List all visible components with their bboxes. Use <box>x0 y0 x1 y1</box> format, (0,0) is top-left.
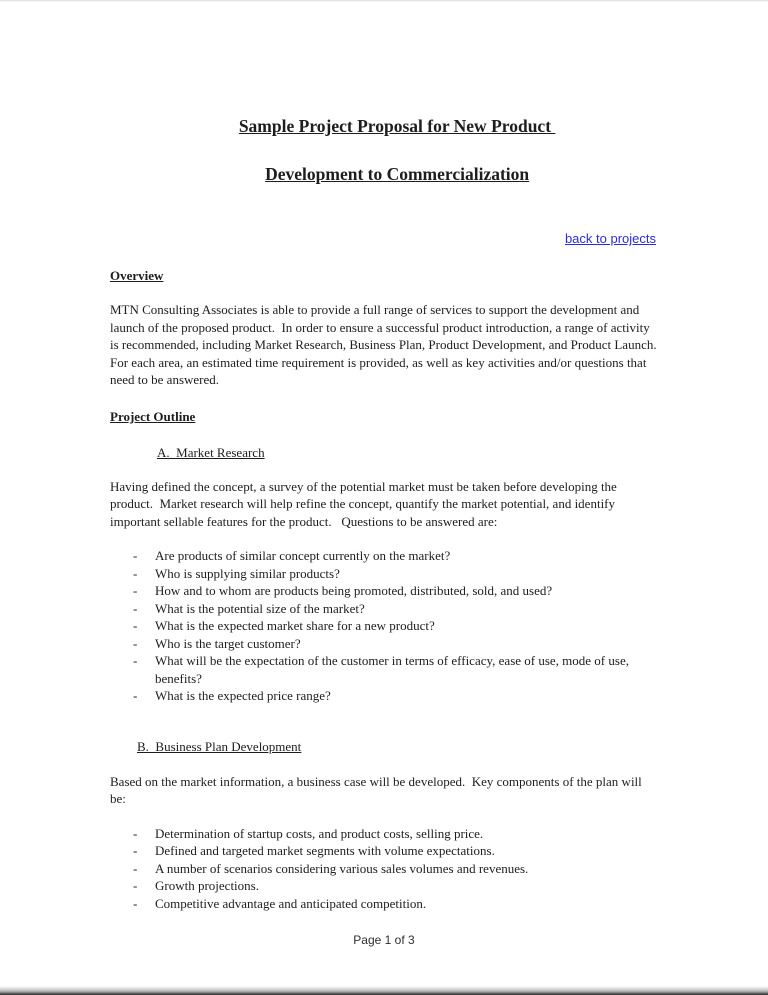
project-outline-heading: Project Outline <box>110 408 196 424</box>
list-item: - What is the potential size of the market? <box>110 600 658 618</box>
document-title-line2: Development to Commercialization <box>265 164 530 184</box>
page-number-footer: Page 1 of 3 <box>353 933 415 947</box>
list-item: - How and to whom are products being promoted, distributed, sold, and used? <box>110 582 658 600</box>
list-item: - What is the expected price range? <box>110 687 658 705</box>
section-a-bullet-list <box>110 547 658 705</box>
back-to-projects-link[interactable]: back to projects <box>564 231 656 246</box>
section-b-heading: B. Business Plan Development <box>137 738 302 754</box>
list-item: - Defined and targeted market segments with volume expectations. <box>110 842 658 860</box>
list-item: - Who is supplying similar products? <box>110 565 658 583</box>
section-b-intro: Based on the market information, a business case will be developed. Key components of the plan will be: <box>110 773 646 806</box>
list-item: - What is the expected market share for a new product? <box>110 617 658 635</box>
list-item: - A number of scenarios considering various sales volumes and revenues. <box>110 860 658 878</box>
section-a-intro: Having defined the concept, a survey of the potential market must be taken before developing the product. Market research will help refine the concept, quantify the market potential, and identify important sellable features for the product. Questions to be answered are: <box>110 478 621 529</box>
list-item: - Competitive advantage and anticipated competition. <box>110 895 658 913</box>
list-item: - Growth projections. <box>110 877 658 895</box>
overview-heading: Overview <box>110 268 164 283</box>
back-link-row <box>110 231 658 248</box>
scan-bottom-edge <box>0 986 768 995</box>
list-item: - What will be the expectation of the customer in terms of efficacy, ease of use, mode of use, benefits? <box>110 652 658 687</box>
section-a-heading: A. Market Research <box>157 444 265 460</box>
list-item: - Are products of similar concept currently on the market? <box>110 547 658 565</box>
document-content <box>110 0 664 912</box>
list-item: - Who is the target customer? <box>110 635 658 653</box>
overview-paragraph: MTN Consulting Associates is able to provide a full range of services to support the development and launch of the proposed product. In order to ensure a successful product introduction, a range of activity is recommended, including Market Research, Business Plan, Product Development, and Product Launch. For each area, an estimated time requirement is provided, as well as key activities and/or questions that need to be answered. <box>110 302 664 387</box>
list-item: - Determination of startup costs, and product costs, selling price. <box>110 825 658 843</box>
section-b-bullet-list <box>110 825 658 913</box>
document-title-line1: Sample Project Proposal for New Product <box>238 116 556 136</box>
document-title <box>110 90 658 210</box>
